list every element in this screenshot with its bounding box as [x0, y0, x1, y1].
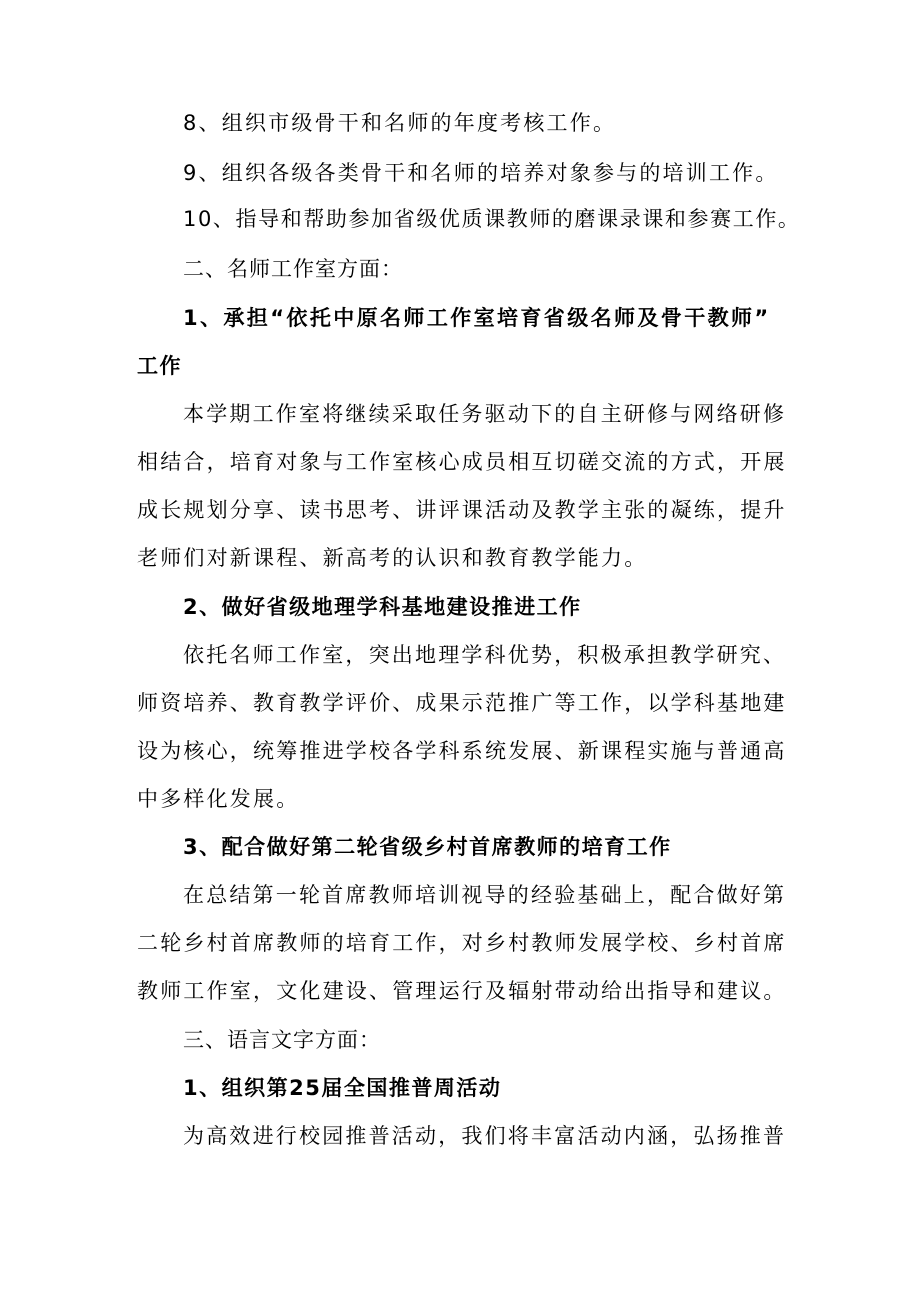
- section2-sub3-title: 3、配合做好第二轮省级乡村首席教师的培育工作: [183, 835, 672, 859]
- section2-sub1-para-line: 成长规划分享、读书思考、讲评课活动及教学主张的凝练，提升: [137, 498, 787, 522]
- section2-heading: 二、名师工作室方面：: [183, 257, 403, 281]
- section2-sub2-para-line: 中多样化发展。: [137, 787, 300, 811]
- section2-sub2-para-line: 师资培养、教育教学评价、成果示范推广等工作，以学科基地建: [137, 691, 787, 715]
- section2-sub3-para-line: 二轮乡村首席教师的培育工作，对乡村教师发展学校、乡村首席: [137, 931, 787, 955]
- section3-sub1-para-line: 为高效进行校园推普活动，我们将丰富活动内涵，弘扬推普: [183, 1124, 787, 1148]
- section2-sub1-para-line: 本学期工作室将继续采取任务驱动下的自主研修与网络研修: [183, 402, 787, 426]
- section3-sub1-title: 1、组织第25届全国推普周活动: [183, 1076, 502, 1100]
- section2-sub2-title: 2、做好省级地理学科基地建设推进工作: [183, 595, 582, 619]
- section2-sub1-title-line1: 1、承担“依托中原名师工作室培育省级名师及骨干教师”: [183, 306, 771, 330]
- section2-sub2-para-line: 依托名师工作室，突出地理学科优势，积极承担教学研究、: [183, 643, 787, 667]
- section3-heading: 三、语言文字方面：: [183, 1028, 381, 1052]
- section2-sub1-para-line: 相结合，培育对象与工作室核心成员相互切磋交流的方式，开展: [137, 450, 787, 474]
- section2-sub1-para-line: 老师们对新课程、新高考的认识和教育教学能力。: [137, 546, 648, 570]
- section2-sub3-para-line: 教师工作室，文化建设、管理运行及辐射带动给出指导和建议。: [137, 979, 787, 1003]
- list-item-9: 9、组织各级各类骨干和名师的培养对象参与的培训工作。: [183, 161, 779, 185]
- section2-sub2-para-line: 设为核心，统筹推进学校各学科系统发展、新课程实施与普通高: [137, 739, 787, 763]
- list-item-8: 8、组织市级骨干和名师的年度考核工作。: [183, 111, 617, 135]
- list-item-10: 10、指导和帮助参加省级优质课教师的磨课录课和参赛工作。: [183, 207, 801, 231]
- section2-sub1-title-line2: 工作: [137, 354, 182, 378]
- section2-sub3-para-line: 在总结第一轮首席教师培训视导的经验基础上，配合做好第: [183, 883, 787, 907]
